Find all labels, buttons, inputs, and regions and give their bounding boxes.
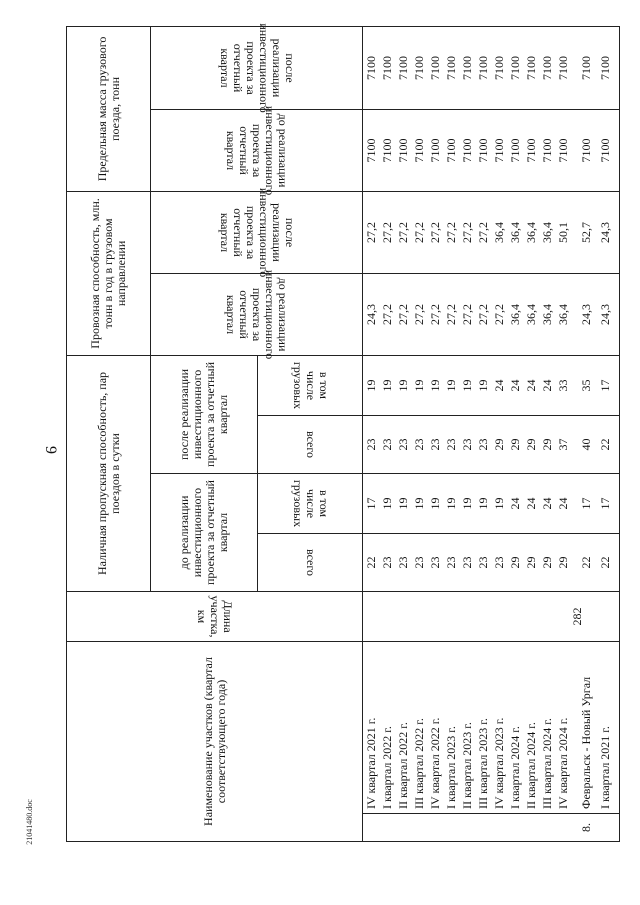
header-length: Длина участка, км [67, 592, 363, 642]
cell-before-total: 22 [363, 534, 380, 592]
cell-after-freight: 19 [395, 355, 411, 415]
cell-before-total: 23 [411, 534, 427, 592]
page-number: 9 [42, 446, 59, 454]
cell-mass-before: 7100 [443, 109, 459, 191]
cell-before-total: 23 [459, 534, 475, 592]
cell-capacity-after: 36,4 [507, 191, 523, 273]
row-name: I квартал 2022 г. [379, 642, 395, 814]
cell-capacity-after: 27,2 [459, 191, 475, 273]
cell-capacity-before: 24,3 [363, 273, 380, 355]
cell-after-freight: 19 [443, 355, 459, 415]
cell-before-freight: 19 [475, 474, 491, 534]
row-name: IV квартал 2024 г. [555, 642, 571, 814]
cell-after-freight: 19 [427, 355, 443, 415]
cell-before-freight: 17 [593, 474, 619, 534]
header-capacity-before: до реализации инвестиционного проекта за отчетный квартал [151, 273, 363, 355]
cell-capacity-before: 27,2 [379, 273, 395, 355]
cell-mass-before: 7100 [507, 109, 523, 191]
row-name: IV квартал 2022 г. [427, 642, 443, 814]
cell-capacity-after: 52,7 [571, 191, 593, 273]
cell-before-freight: 19 [395, 474, 411, 534]
section-length: 282 [571, 592, 593, 642]
header-throughput-group: Наличная пропускная способность, пар поездов в сутки [67, 355, 151, 591]
header-section-name: Наименование участков (квартал соответствующего года) [67, 642, 363, 842]
cell-after-freight: 19 [379, 355, 395, 415]
cell-mass-before: 7100 [539, 109, 555, 191]
cell-before-total: 29 [507, 534, 523, 592]
cell-mass-before: 7100 [555, 109, 571, 191]
cell-after-freight: 35 [571, 355, 593, 415]
cell-capacity-before: 36,4 [523, 273, 539, 355]
header-mass-after: после реализации инвестиционного проекта за отчетный квартал [151, 26, 363, 109]
cell-mass-before: 7100 [363, 109, 380, 191]
cell-before-freight: 24 [523, 474, 539, 534]
cell-after-freight: 19 [363, 355, 380, 415]
cell-capacity-before: 27,2 [459, 273, 475, 355]
cell-after-freight: 19 [459, 355, 475, 415]
cell-before-total: 23 [395, 534, 411, 592]
cell-before-total: 29 [523, 534, 539, 592]
cell-after-total: 22 [593, 416, 619, 474]
cell-after-freight: 19 [411, 355, 427, 415]
cell-mass-before: 7100 [395, 109, 411, 191]
cell-after-total: 29 [507, 416, 523, 474]
cell-capacity-after: 27,2 [475, 191, 491, 273]
row-name: IV квартал 2023 г. [491, 642, 507, 814]
header-before-total: всего [258, 534, 363, 592]
cell-mass-after: 7100 [593, 26, 619, 109]
cell-before-freight: 19 [491, 474, 507, 534]
cell-capacity-before: 27,2 [411, 273, 427, 355]
row-name: IV квартал 2021 г. [363, 642, 380, 814]
header-capacity-group: Провозная способность, млн. тонн в год в грузовом направлении [67, 191, 151, 355]
header-after-total: всего [258, 416, 363, 474]
cell-after-freight: 19 [475, 355, 491, 415]
row-name: III квартал 2024 г. [539, 642, 555, 814]
cell-capacity-after: 27,2 [427, 191, 443, 273]
row-name: II квартал 2023 г. [459, 642, 475, 814]
cell-before-freight: 19 [443, 474, 459, 534]
header-throughput-after: после реализации инвестиционного проекта за отчетный квартал [151, 355, 258, 473]
cell-before-freight: 19 [379, 474, 395, 534]
header-before-freight: в том числе грузовых [258, 474, 363, 534]
cell-before-total: 22 [571, 534, 593, 592]
cell-after-total: 23 [379, 416, 395, 474]
cell-mass-before: 7100 [475, 109, 491, 191]
cell-after-total: 23 [443, 416, 459, 474]
cell-capacity-before: 24,3 [593, 273, 619, 355]
cell-capacity-before: 36,4 [539, 273, 555, 355]
cell-after-total: 37 [555, 416, 571, 474]
cell-mass-after: 7100 [427, 26, 443, 109]
cell-after-total: 40 [571, 416, 593, 474]
cell-mass-before: 7100 [411, 109, 427, 191]
cell-after-total: 23 [427, 416, 443, 474]
cell-mass-after: 7100 [459, 26, 475, 109]
cell-before-total: 23 [475, 534, 491, 592]
header-capacity-after: после реализации инвестиционного проекта за отчетный квартал [151, 191, 363, 273]
cell-capacity-before: 27,2 [475, 273, 491, 355]
row-name: I квартал 2021 г. [593, 642, 619, 814]
cell-after-total: 23 [411, 416, 427, 474]
cell-mass-after: 7100 [411, 26, 427, 109]
cell-mass-before: 7100 [523, 109, 539, 191]
row-name: I квартал 2024 г. [507, 642, 523, 814]
cell-mass-after: 7100 [539, 26, 555, 109]
cell-after-total: 23 [475, 416, 491, 474]
cell-after-freight: 33 [555, 355, 571, 415]
cell-capacity-before: 27,2 [427, 273, 443, 355]
cell-after-freight: 17 [593, 355, 619, 415]
cell-capacity-before: 24,3 [571, 273, 593, 355]
header-mass-before: до реализации инвестиционного проекта за отчетный квартал [151, 109, 363, 191]
cell-mass-after: 7100 [475, 26, 491, 109]
cell-before-total: 23 [443, 534, 459, 592]
section-name: Февральск - Новый Ургал [571, 642, 593, 814]
cell-capacity-after: 24,3 [593, 191, 619, 273]
cell-before-freight: 19 [427, 474, 443, 534]
cell-mass-before: 7100 [491, 109, 507, 191]
cell-before-freight: 17 [571, 474, 593, 534]
header-after-freight: в том числе грузовых [258, 355, 363, 415]
row-name: II квартал 2022 г. [395, 642, 411, 814]
cell-mass-after: 7100 [395, 26, 411, 109]
cell-capacity-after: 27,2 [395, 191, 411, 273]
cell-after-total: 29 [491, 416, 507, 474]
cell-mass-after: 7100 [491, 26, 507, 109]
cell-before-total: 23 [379, 534, 395, 592]
row-name: III квартал 2022 г. [411, 642, 427, 814]
cell-capacity-before: 27,2 [443, 273, 459, 355]
capacity-table [66, 23, 620, 842]
cell-after-total: 23 [459, 416, 475, 474]
cell-capacity-after: 36,4 [539, 191, 555, 273]
cell-after-freight: 24 [507, 355, 523, 415]
cell-mass-after: 7100 [507, 26, 523, 109]
cell-after-freight: 24 [539, 355, 555, 415]
cell-before-total: 23 [491, 534, 507, 592]
cell-after-total: 23 [395, 416, 411, 474]
cell-mass-before: 7100 [459, 109, 475, 191]
cell-before-freight: 24 [555, 474, 571, 534]
cell-before-total: 29 [555, 534, 571, 592]
cell-capacity-after: 27,2 [411, 191, 427, 273]
cell-before-freight: 24 [507, 474, 523, 534]
cell-after-freight: 24 [491, 355, 507, 415]
row-name: I квартал 2023 г. [443, 642, 459, 814]
cell-capacity-before: 36,4 [507, 273, 523, 355]
cell-capacity-after: 27,2 [363, 191, 380, 273]
cell-capacity-before: 36,4 [555, 273, 571, 355]
cell-before-freight: 17 [363, 474, 380, 534]
cell-capacity-after: 36,4 [523, 191, 539, 273]
cell-after-total: 23 [363, 416, 380, 474]
cell-before-total: 22 [593, 534, 619, 592]
cell-capacity-before: 27,2 [395, 273, 411, 355]
cell-mass-after: 7100 [523, 26, 539, 109]
cell-mass-before: 7100 [427, 109, 443, 191]
cell-capacity-before: 27,2 [491, 273, 507, 355]
cell-mass-after: 7100 [555, 26, 571, 109]
rotated-table-container [66, 23, 629, 842]
cell-mass-before: 7100 [571, 109, 593, 191]
cell-before-freight: 24 [539, 474, 555, 534]
cell-after-total: 29 [523, 416, 539, 474]
cell-mass-after: 7100 [363, 26, 380, 109]
row-name: III квартал 2023 г. [475, 642, 491, 814]
cell-capacity-after: 50,1 [555, 191, 571, 273]
cell-capacity-after: 27,2 [379, 191, 395, 273]
cell-before-freight: 19 [459, 474, 475, 534]
cell-before-total: 23 [427, 534, 443, 592]
section-number: 8. [571, 814, 593, 842]
cell-after-freight: 24 [523, 355, 539, 415]
cell-mass-before: 7100 [593, 109, 619, 191]
cell-capacity-after: 36,4 [491, 191, 507, 273]
header-mass-group: Предельная масса грузового поезда, тонн [67, 26, 151, 191]
footer-filename: 21041480.doc [25, 799, 34, 845]
cell-mass-after: 7100 [571, 26, 593, 109]
cell-capacity-after: 27,2 [443, 191, 459, 273]
cell-mass-after: 7100 [443, 26, 459, 109]
cell-mass-before: 7100 [379, 109, 395, 191]
header-throughput-before: до реализации инвестиционного проекта за отчетный квартал [151, 474, 258, 592]
cell-before-total: 29 [539, 534, 555, 592]
cell-after-total: 29 [539, 416, 555, 474]
cell-before-freight: 19 [411, 474, 427, 534]
cell-mass-after: 7100 [379, 26, 395, 109]
row-name: II квартал 2024 г. [523, 642, 539, 814]
